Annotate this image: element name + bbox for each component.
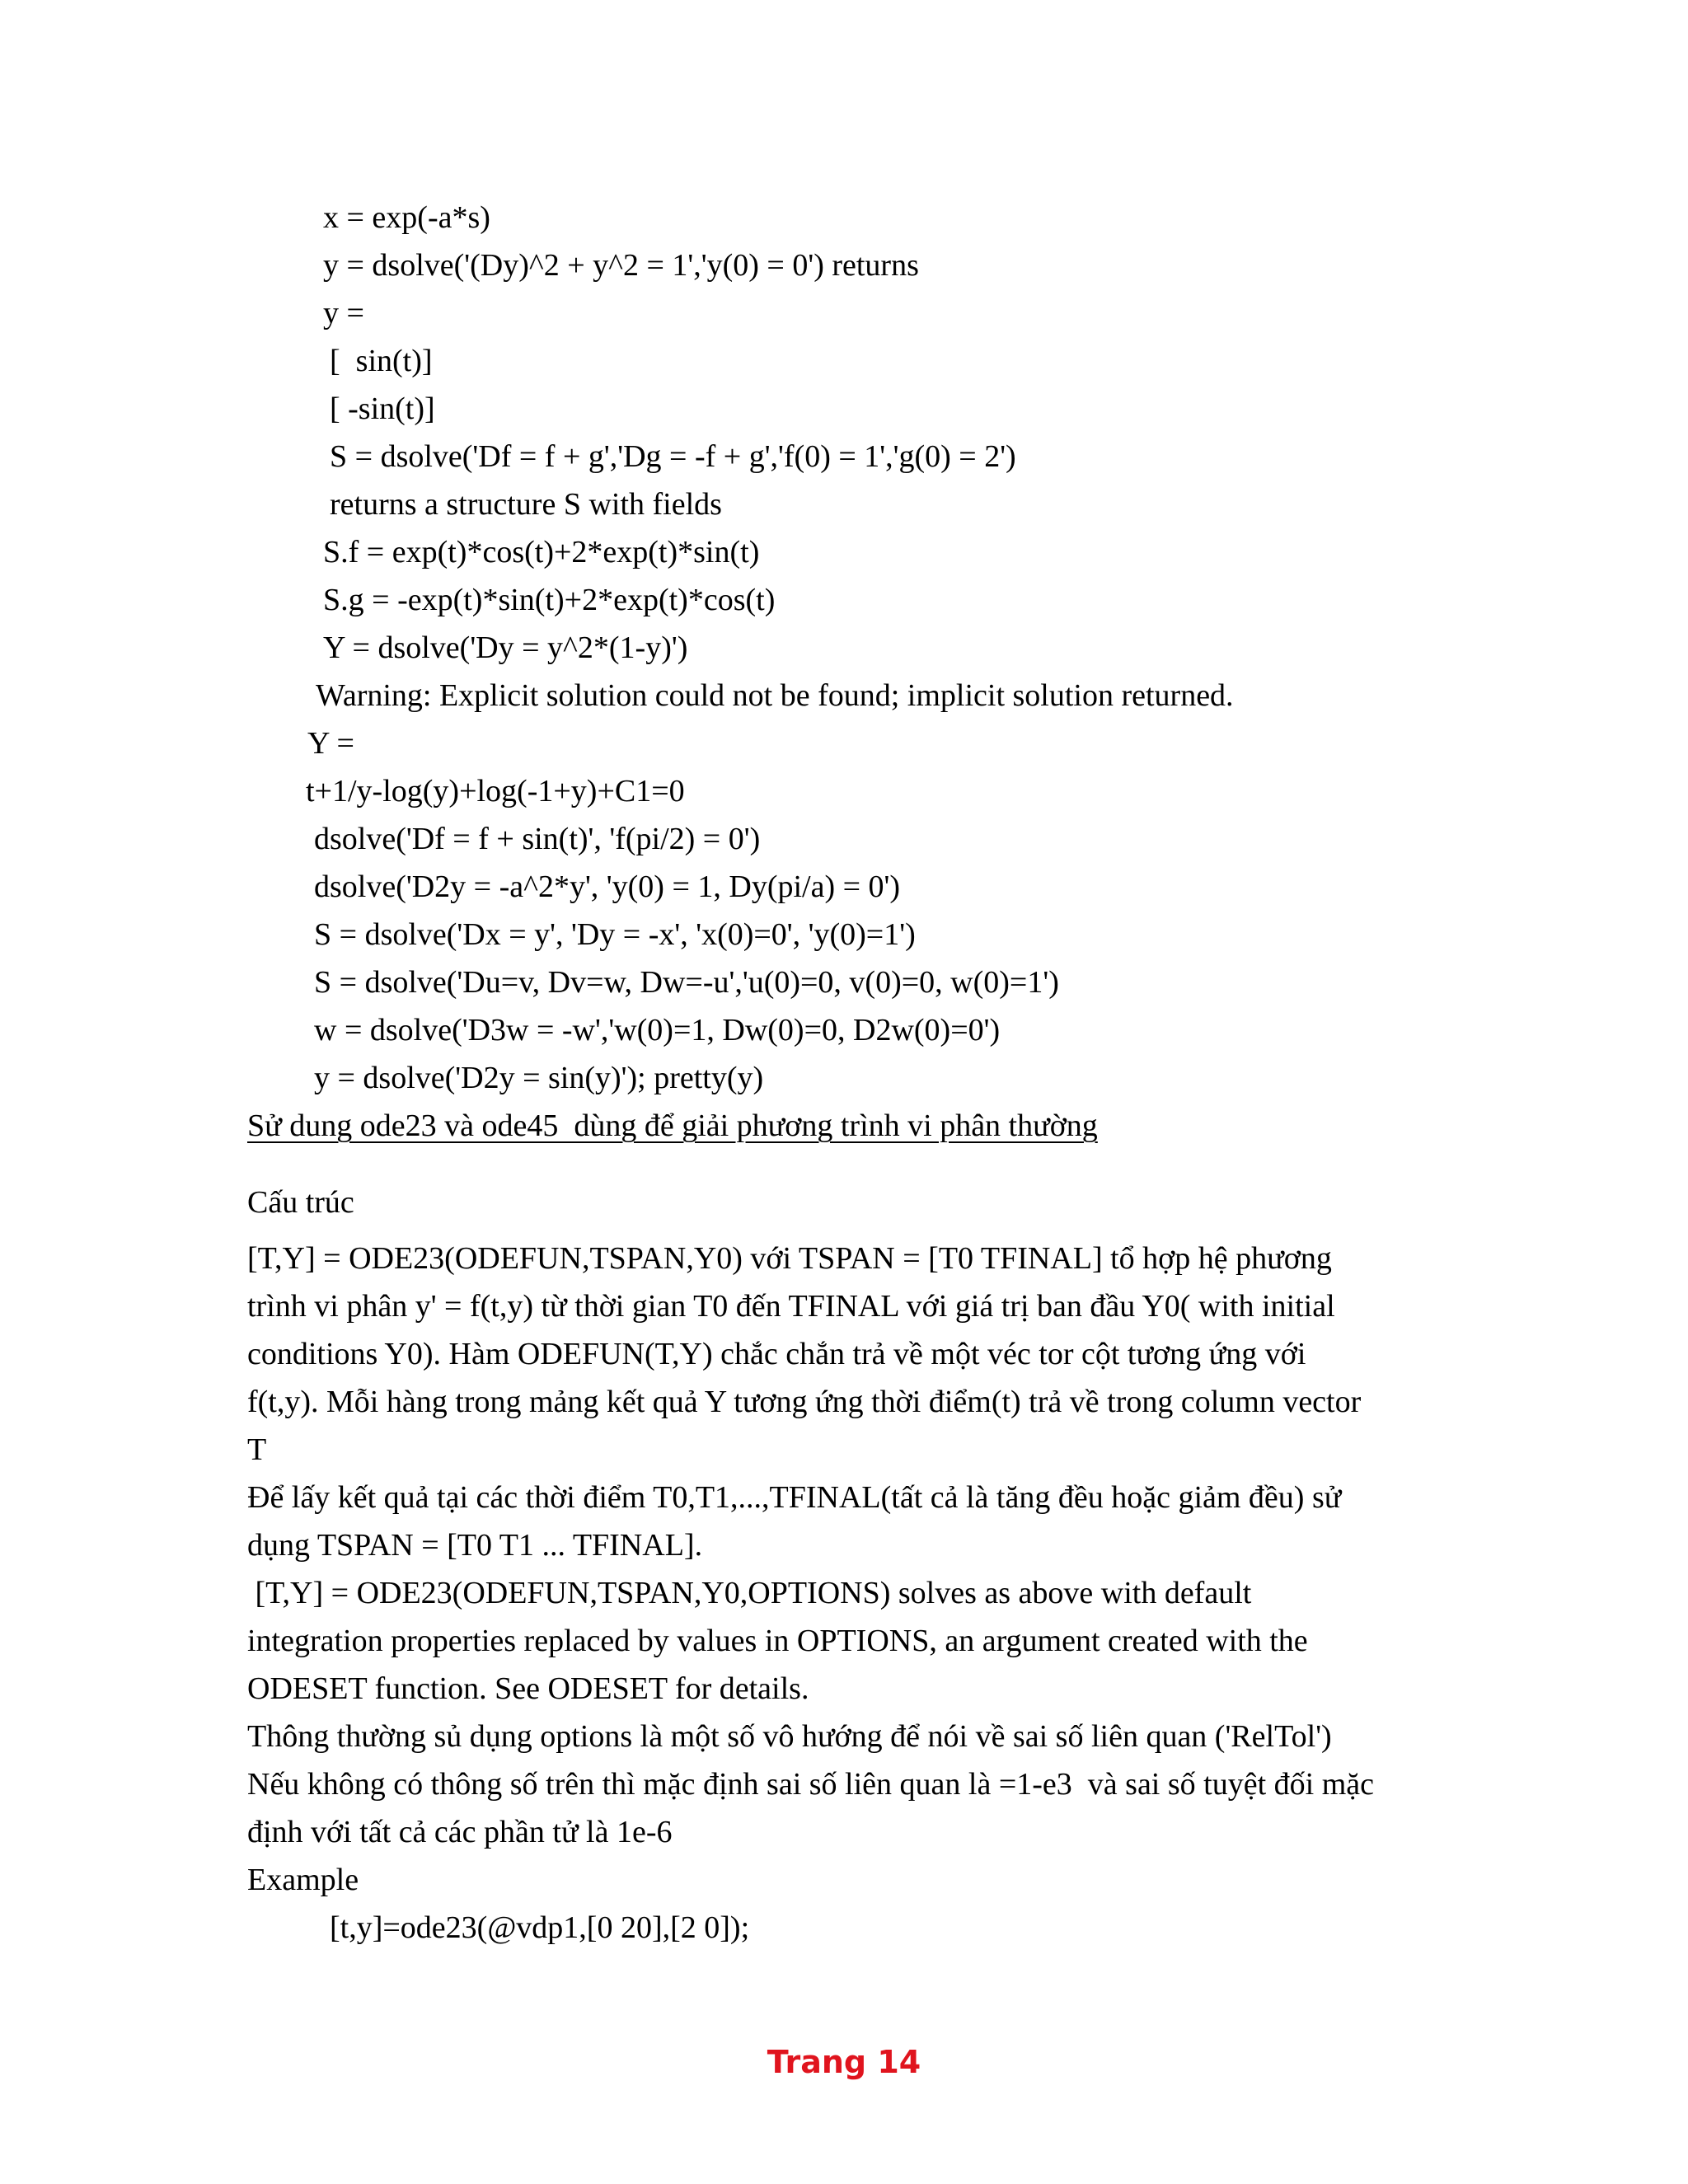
code-line: returns a structure S with fields [330, 487, 722, 522]
body-line: ODESET function. See ODESET for details. [247, 1671, 809, 1706]
body-line: Nếu không có thông số trên thì mặc định sai số liên quan là =1-e3 và sai số tuyệt đối mặc [247, 1767, 1374, 1802]
code-line: Y = [307, 726, 354, 761]
code-line: S.g = -exp(t)*sin(t)+2*exp(t)*cos(t) [323, 583, 776, 617]
code-line: S = dsolve('Dx = y', 'Dy = -x', 'x(0)=0', 'y(0)=1') [314, 917, 916, 952]
structure-label: Cấu trúc [247, 1185, 354, 1220]
body-line: dụng TSPAN = [T0 T1 ... TFINAL]. [247, 1528, 703, 1563]
code-line: dsolve('D2y = -a^2*y', 'y(0) = 1, Dy(pi/a) = 0') [314, 869, 901, 904]
code-line: Y = dsolve('Dy = y^2*(1-y)') [323, 630, 688, 665]
code-line: S = dsolve('Du=v, Dv=w, Dw=-u','u(0)=0, v(0)=0, w(0)=1') [314, 965, 1059, 1000]
body-line: định với tất cả các phần tử là 1e-6 [247, 1815, 673, 1849]
body-line: T [247, 1432, 267, 1467]
code-line: t+1/y-log(y)+log(-1+y)+C1=0 [306, 774, 685, 808]
section-heading: Sử dung ode23 và ode45 dùng để giải phương trình vi phân thường [247, 1108, 1098, 1143]
body-line: f(t,y). Mỗi hàng trong mảng kết quả Y tương ứng thời điểm(t) trả về trong column vector [247, 1385, 1362, 1419]
body-line: Để lấy kết quả tại các thời điểm T0,T1,...,TFINAL(tất cả là tăng đều hoặc giảm đều) sử [247, 1480, 1342, 1515]
body-line: conditions Y0). Hàm ODEFUN(T,Y) chắc chắn trả về một véc tor cột tương ứng với [247, 1337, 1306, 1371]
body-line: [T,Y] = ODE23(ODEFUN,TSPAN,Y0) với TSPAN = [T0 TFINAL] tổ hợp hệ phương [247, 1241, 1332, 1276]
body-line: Thông thường sủ dụng options là một số vô hướng để nói về sai số liên quan ('RelTol') [247, 1719, 1332, 1754]
code-line: S.f = exp(t)*cos(t)+2*exp(t)*sin(t) [323, 535, 760, 569]
code-line: [ -sin(t)] [330, 391, 435, 426]
page-number: Trang 14 [767, 2044, 921, 2080]
example-label: Example [247, 1863, 359, 1897]
code-line: y = [323, 296, 364, 330]
code-line: [ sin(t)] [330, 344, 433, 378]
code-line: w = dsolve('D3w = -w','w(0)=1, Dw(0)=0, D2w(0)=0') [314, 1013, 1001, 1047]
code-line: S = dsolve('Df = f + g','Dg = -f + g','f(0) = 1','g(0) = 2') [330, 439, 1016, 474]
example-code: [t,y]=ode23(@vdp1,[0 20],[2 0]); [330, 1910, 750, 1945]
code-line: y = dsolve('(Dy)^2 + y^2 = 1','y(0) = 0') returns [323, 248, 919, 283]
code-line: x = exp(-a*s) [323, 200, 490, 235]
body-line: integration properties replaced by values in OPTIONS, an argument created with the [247, 1624, 1308, 1658]
body-line: [T,Y] = ODE23(ODEFUN,TSPAN,Y0,OPTIONS) solves as above with default [247, 1576, 1252, 1610]
body-line: trình vi phân y' = f(t,y) từ thời gian T0 đến TFINAL với giá trị ban đầu Y0( with initial [247, 1289, 1335, 1324]
code-line: y = dsolve('D2y = sin(y)'); pretty(y) [314, 1061, 764, 1095]
code-line: Warning: Explicit solution could not be found; implicit solution returned. [316, 678, 1234, 713]
code-line: dsolve('Df = f + sin(t)', 'f(pi/2) = 0') [314, 822, 761, 856]
